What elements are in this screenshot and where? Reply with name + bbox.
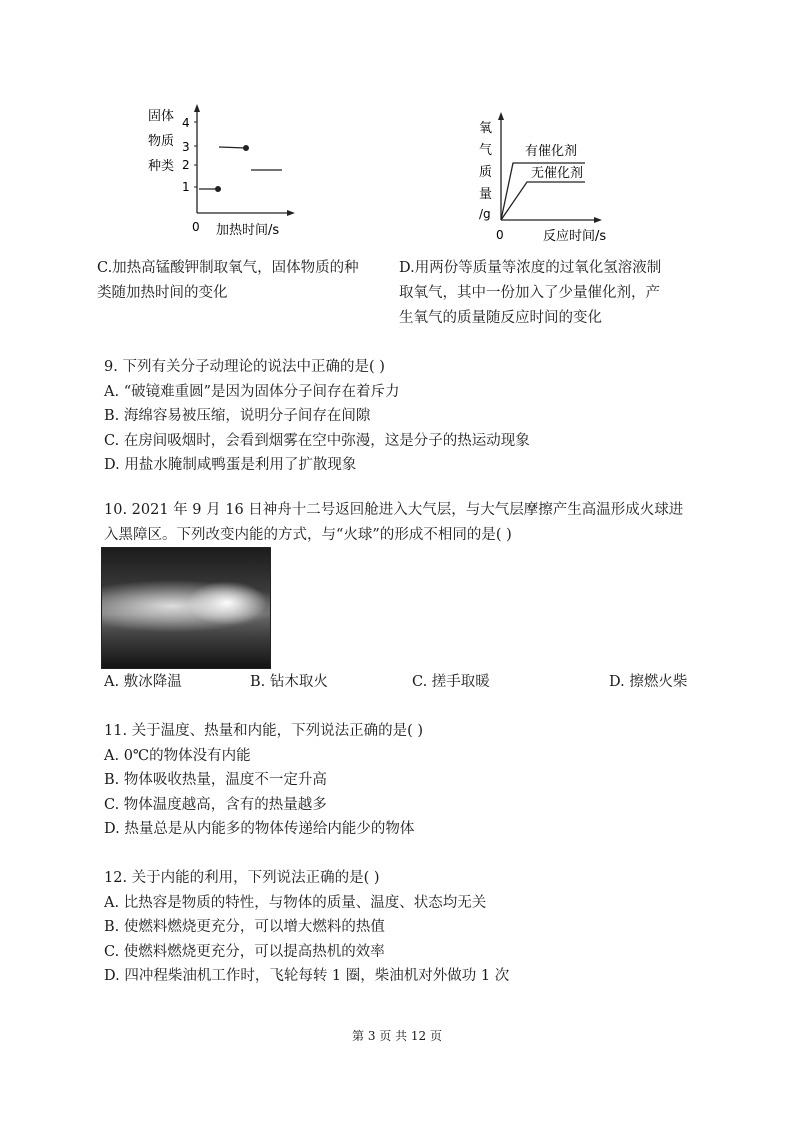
q12-stem: 12. 关于内能的利用，下列说法正确的是( ) (104, 870, 380, 886)
option-c-line-2: 类随加热时间的变化 (97, 285, 228, 301)
graph-c-ytick-2: 2 (182, 158, 190, 172)
option-d-line-3: 生氧气的质量随反应时间的变化 (399, 310, 602, 326)
q10-option-a: A. 敷冰降温 (104, 674, 182, 690)
question-12 (104, 866, 509, 989)
graph-c-ytick-4: 4 (182, 116, 190, 130)
graph-d-ylabel-2: 气 (479, 143, 493, 158)
graph-c-x-arrow (287, 210, 295, 216)
graph-c-ylabel-2: 物质 (148, 134, 175, 149)
graph-d-x-arrow (594, 217, 602, 223)
question-10 (104, 498, 683, 547)
q9-stem: 9. 下列有关分子动理论的说法中正确的是( ) (104, 359, 385, 375)
graph-d-label-no-catalyst: 无催化剂 (531, 166, 584, 181)
graph-d-origin: 0 (496, 228, 504, 242)
q11-option-b: B. 物体吸收热量，温度不一定升高 (104, 772, 327, 788)
q9-option-c: C. 在房间吸烟时，会看到烟雾在空中弥漫，这是分子的热运动现象 (104, 432, 530, 449)
graph-d-ylabel-1: 氧 (479, 121, 493, 136)
graph-c-segment-3 (219, 147, 246, 148)
option-d-line-1: D.用两份等质量等浓度的过氧化氢溶液制 (399, 260, 662, 276)
graph-d (475, 110, 625, 248)
graph-d-ylabel-5: /g (479, 207, 491, 221)
question-9 (104, 355, 530, 478)
q12-option-a: A. 比热容是物质的特性，与物体的质量、温度、状态均无关 (104, 894, 487, 911)
q9-option-a: A. “破镜难重圆”是因为固体分子间存在着斥力 (104, 383, 400, 400)
graph-d-ylabel-4: 量 (479, 187, 493, 202)
graph-d-line-no-catalyst (501, 182, 585, 220)
graph-d-xlabel: 反应时间/s (543, 229, 607, 244)
graph-c-ylabel-3: 种类 (148, 159, 175, 174)
option-d-line-2: 取氧气，其中一份加入了少量催化剂，产 (399, 285, 660, 301)
graph-c-ytick-3: 3 (182, 140, 190, 154)
q10-option-c: C. 搓手取暖 (412, 674, 490, 690)
q12-option-c: C. 使燃料燃烧更充分，可以提高热机的效率 (104, 943, 385, 960)
q10-option-b: B. 钻木取火 (250, 674, 328, 690)
q10-option-d: D. 擦燃火柴 (609, 674, 688, 690)
question-11 (104, 719, 423, 842)
graph-c-ylabel-1: 固体 (148, 109, 175, 124)
option-c-caption (97, 256, 359, 306)
q11-stem: 11. 关于温度、热量和内能，下列说法正确的是( ) (104, 723, 424, 739)
q11-option-d: D. 热量总是从内能多的物体传递给内能少的物体 (104, 821, 415, 837)
q12-option-d: D. 四冲程柴油机工作时，飞轮每转 1 圈，柴油机对外做功 1 次 (104, 968, 510, 984)
option-c-line-1: C.加热高锰酸钾制取氧气，固体物质的种 (97, 260, 359, 276)
q10-stem-line-1: 10. 2021 年 9 月 16 日神舟十二号返回舱进入大气层，与大气层摩擦产生高温形成火球进 (104, 502, 684, 518)
graph-c (140, 100, 310, 240)
graph-d-label-catalyst: 有催化剂 (525, 144, 578, 159)
q11-option-c: C. 物体温度越高，含有的热量越多 (104, 796, 327, 813)
q12-option-b: B. 使燃料燃烧更充分，可以增大燃料的热值 (104, 919, 385, 935)
graph-c-point-1 (215, 186, 221, 192)
q9-option-d: D. 用盐水腌制咸鸭蛋是利用了扩散现象 (104, 457, 357, 473)
q9-option-b: B. 海绵容易被压缩，说明分子间存在间隙 (104, 408, 371, 424)
q11-option-a: A. 0℃的物体没有内能 (104, 747, 251, 764)
page-number: 第 3 页 共 12 页 (352, 1029, 442, 1043)
q10-stem-line-2: 入黑障区。下列改变内能的方式，与“火球”的形成不相同的是( ) (104, 526, 512, 543)
graph-c-y-arrow (194, 104, 200, 112)
graph-d-y-arrow (498, 112, 504, 120)
fireball-photo (101, 547, 271, 669)
option-d-caption (399, 256, 661, 331)
graph-c-point-3 (243, 145, 249, 151)
graph-c-origin: 0 (192, 220, 200, 234)
graph-c-xlabel: 加热时间/s (216, 223, 280, 238)
graph-d-ylabel-3: 质 (479, 165, 493, 180)
graph-c-ytick-1: 1 (182, 180, 190, 194)
